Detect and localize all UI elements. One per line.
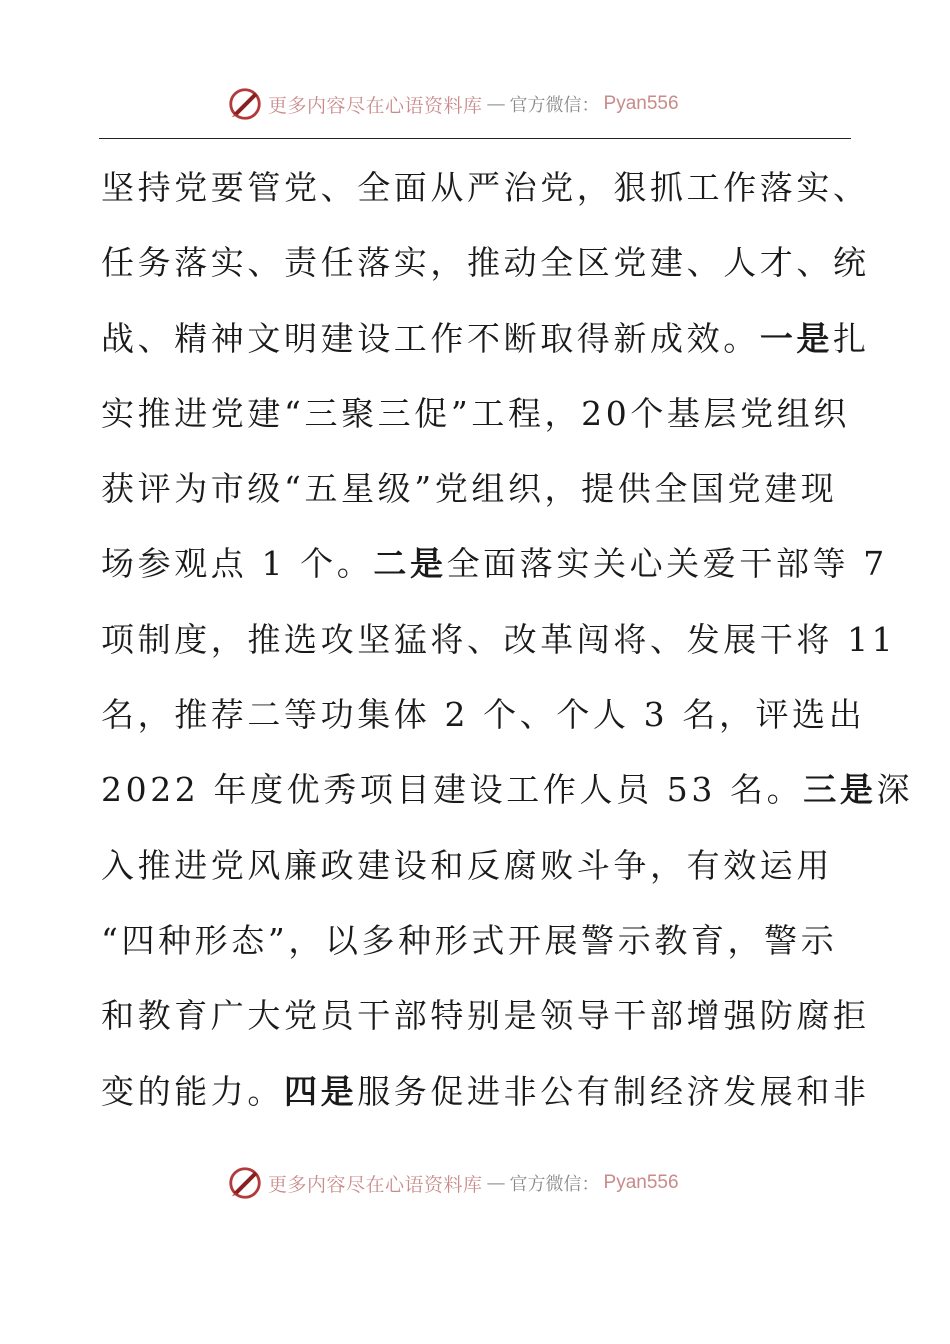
document-body: [101, 150, 914, 1129]
body-text-segment: 变的能力。: [101, 1071, 284, 1111]
body-text-segment: 扎: [833, 318, 870, 358]
body-line: 入推进党风廉政建设和反腐败斗争，有效运用: [101, 845, 833, 885]
body-line: “四种形态”，以多种形式开展警示教育，警示: [101, 920, 838, 960]
brand-separator: —: [486, 93, 506, 115]
body-text-segment: 战、精神文明建设工作不断取得新成效。: [101, 318, 760, 358]
wechat-label: 官方微信：: [509, 1174, 600, 1195]
body-text-segment: 深: [876, 770, 914, 810]
brand-text: 更多内容尽在心语资料库: [268, 94, 483, 117]
body-line: [101, 1054, 870, 1129]
header-brand: [226, 84, 679, 124]
body-line: 名，推荐二等功集体 2 个、个人 3 名，评选出: [101, 695, 866, 735]
body-text-segment: 服务促进非公有制经济发展和非: [357, 1071, 870, 1111]
emphasis-marker: 四是: [284, 1071, 358, 1111]
body-line: 坚持党要管党、全面从严治党，狠抓工作落实、: [101, 168, 870, 207]
wechat-label: 官方微信：: [509, 95, 600, 116]
body-line: 获评为市级“五星级”党组织，提供全国党建现: [101, 469, 838, 509]
emphasis-marker: 二是: [373, 544, 447, 584]
body-text-segment: 2022 年度优秀项目建设工作人员 53 名。: [101, 770, 804, 810]
wechat-id: Pyan556: [603, 1172, 679, 1193]
header-divider: [99, 138, 851, 139]
emphasis-marker: 三是: [803, 770, 877, 810]
body-line: [101, 301, 870, 376]
wechat-id: Pyan556: [603, 93, 679, 114]
body-line: 和教育广大党员干部特别是领导干部增强防腐拒: [101, 996, 870, 1036]
body-line: 实推进党建“三聚三促”工程，20个基层党组织: [101, 393, 850, 433]
brand-text: 更多内容尽在心语资料库: [268, 1173, 483, 1196]
body-text-segment: 场参观点 1 个。: [101, 544, 374, 584]
pen-circle-logo-icon: [226, 85, 264, 123]
emphasis-marker: 一是: [759, 318, 834, 358]
body-line: [101, 526, 888, 601]
body-line: 任务落实、责任落实，推动全区党建、人才、统: [101, 243, 870, 283]
body-line: 项制度，推选攻坚猛将、改革闯将、发展干将 11: [101, 619, 897, 659]
brand-separator: —: [486, 1172, 506, 1194]
body-line: [101, 752, 914, 827]
pen-circle-logo-icon: [226, 1164, 264, 1202]
footer-brand: [226, 1163, 679, 1203]
body-text-segment: 全面落实关心关爱干部等 7: [446, 544, 888, 584]
